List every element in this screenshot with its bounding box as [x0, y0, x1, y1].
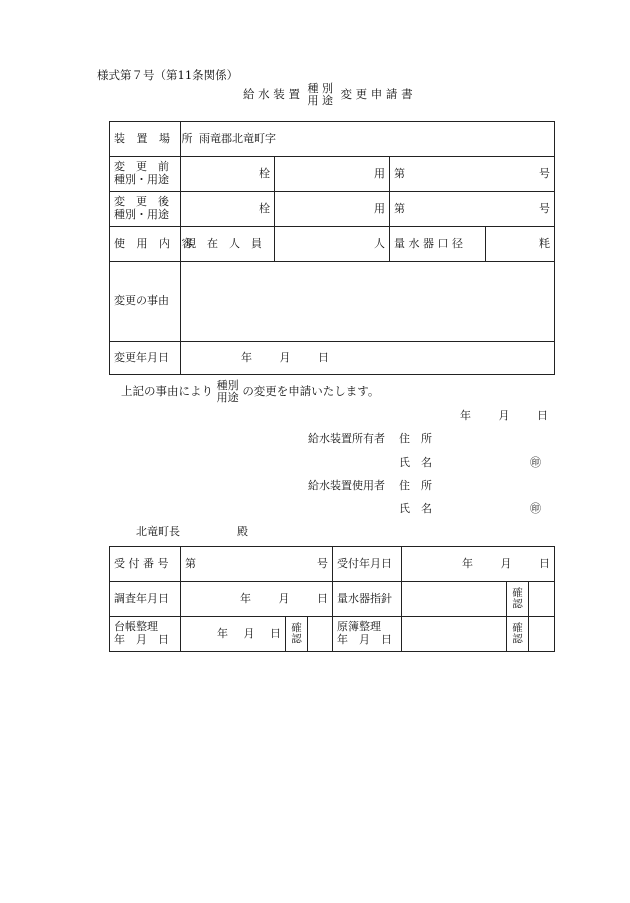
- unit-mm: 粍: [539, 236, 550, 250]
- after-label-1: 変 更 後: [114, 195, 169, 209]
- user-label: 給水装置使用者: [308, 479, 385, 492]
- nen-label: 年: [460, 409, 471, 422]
- form-number: 様式第７号（第11条関係）: [97, 68, 239, 82]
- nichi-label: 日: [539, 556, 551, 570]
- ledger-date-field[interactable]: [181, 617, 286, 652]
- people-field[interactable]: [275, 227, 390, 262]
- mayor-label: 北竜町長: [136, 525, 180, 538]
- application-date[interactable]: [460, 410, 548, 421]
- receipt-no-field[interactable]: [181, 547, 333, 582]
- confirm-label: [286, 617, 308, 652]
- date-label: 変更年月日: [110, 342, 181, 375]
- office-table: [109, 546, 555, 652]
- unit-nin: 人: [374, 236, 385, 250]
- gatsu-label: 月: [498, 409, 510, 422]
- ledger-label-2: 年 月 日: [114, 633, 169, 646]
- statement-stack: [217, 380, 239, 403]
- meter-reading-label: 量水器指針: [333, 582, 402, 617]
- meter-label: 量 水 器 口 径: [390, 227, 486, 262]
- confirm-text: 確認: [512, 586, 523, 610]
- statement-bottom: 用途: [216, 390, 239, 404]
- owner-seal: ㊞: [530, 456, 541, 469]
- ledger-label: [110, 617, 181, 652]
- survey-date-field[interactable]: [181, 582, 333, 617]
- gou-label: 号: [539, 166, 550, 180]
- original-label-2: 年 月 日: [337, 633, 393, 646]
- gatsu-label: 月: [500, 556, 512, 570]
- before-you-field[interactable]: [275, 157, 390, 192]
- unit-you: 用: [374, 201, 385, 215]
- statement-post: の変更を申請いたします。: [242, 383, 380, 398]
- date-field[interactable]: [181, 342, 555, 375]
- receipt-date-label: 受付年月日: [333, 547, 402, 582]
- location-value-text: 雨竜郡北竜町字: [199, 131, 276, 145]
- after-label-2: 種別・用途: [114, 208, 169, 221]
- reason-field[interactable]: [181, 262, 555, 342]
- page-title: [243, 83, 413, 106]
- survey-date-label: 調査年月日: [110, 582, 181, 617]
- location-value[interactable]: [181, 122, 555, 157]
- title-stack: [307, 83, 333, 106]
- meter-field[interactable]: [486, 227, 555, 262]
- confirm-text: 確認: [512, 621, 523, 645]
- confirm-field[interactable]: [529, 617, 555, 652]
- user-seal: ㊞: [530, 502, 541, 515]
- application-table: [109, 121, 555, 375]
- statement-pre: 上記の事由により: [121, 383, 213, 398]
- statement-top: 種別: [216, 379, 239, 392]
- after-number-field[interactable]: [390, 192, 555, 227]
- nen-label: 年: [462, 556, 474, 570]
- location-label: 装 置 場 所: [110, 122, 181, 157]
- confirm-field[interactable]: [308, 617, 333, 652]
- usage-label: 使 用 内 容: [110, 227, 181, 262]
- nichi-label: 日: [537, 409, 548, 422]
- confirm-label: [507, 582, 529, 617]
- owner-label: 給水装置所有者: [308, 432, 385, 445]
- after-sen-field[interactable]: [181, 192, 275, 227]
- nen-label: 年: [240, 591, 252, 605]
- nichi-label: 日: [318, 350, 329, 364]
- ledger-label-1: 台帳整理: [114, 620, 158, 634]
- statement: [121, 380, 379, 403]
- nichi-label: 日: [270, 626, 281, 640]
- unit-sen: 栓: [259, 166, 270, 180]
- dai-label: 第: [394, 201, 405, 215]
- user-address-label: 住 所: [399, 479, 432, 492]
- original-date-field[interactable]: [402, 617, 507, 652]
- nen-label: 年: [217, 626, 228, 640]
- reason-label: 変更の事由: [110, 262, 181, 342]
- user-name-label: 氏 名: [399, 502, 432, 515]
- after-you-field[interactable]: [275, 192, 390, 227]
- before-label: [110, 157, 181, 192]
- owner-address-label: 住 所: [399, 432, 432, 445]
- original-label: [333, 617, 402, 652]
- before-label-1: 変 更 前: [114, 160, 169, 174]
- current-people-label: 現 在 人 員: [181, 227, 275, 262]
- gatsu-label: 月: [279, 350, 291, 364]
- confirm-label: [507, 617, 529, 652]
- owner-name-label: 氏 名: [399, 456, 432, 469]
- gou-label: 号: [539, 201, 550, 215]
- honorific-label: 殿: [237, 525, 248, 538]
- nen-label: 年: [241, 350, 252, 364]
- after-label: [110, 192, 181, 227]
- before-label-2: 種別・用途: [114, 173, 169, 186]
- title-top: 種 別: [307, 82, 333, 95]
- receipt-date-field[interactable]: [402, 547, 555, 582]
- gatsu-label: 月: [243, 626, 255, 640]
- title-bottom: 用 途: [307, 93, 333, 107]
- meter-reading-field[interactable]: [402, 582, 507, 617]
- gou-label: 号: [317, 556, 329, 570]
- before-number-field[interactable]: [390, 157, 555, 192]
- unit-you: 用: [374, 166, 385, 180]
- gatsu-label: 月: [278, 591, 290, 605]
- receipt-no-label: 受 付 番 号: [110, 547, 181, 582]
- dai-label: 第: [185, 556, 196, 570]
- confirm-text: 確認: [291, 621, 302, 645]
- confirm-field[interactable]: [529, 582, 555, 617]
- nichi-label: 日: [317, 591, 329, 605]
- unit-sen: 栓: [259, 201, 270, 215]
- original-label-1: 原簿整理: [337, 620, 382, 634]
- before-sen-field[interactable]: [181, 157, 275, 192]
- title-post: 変 更 申 請 書: [340, 86, 413, 101]
- title-pre: 給 水 装 置: [243, 86, 300, 101]
- dai-label: 第: [394, 166, 405, 180]
